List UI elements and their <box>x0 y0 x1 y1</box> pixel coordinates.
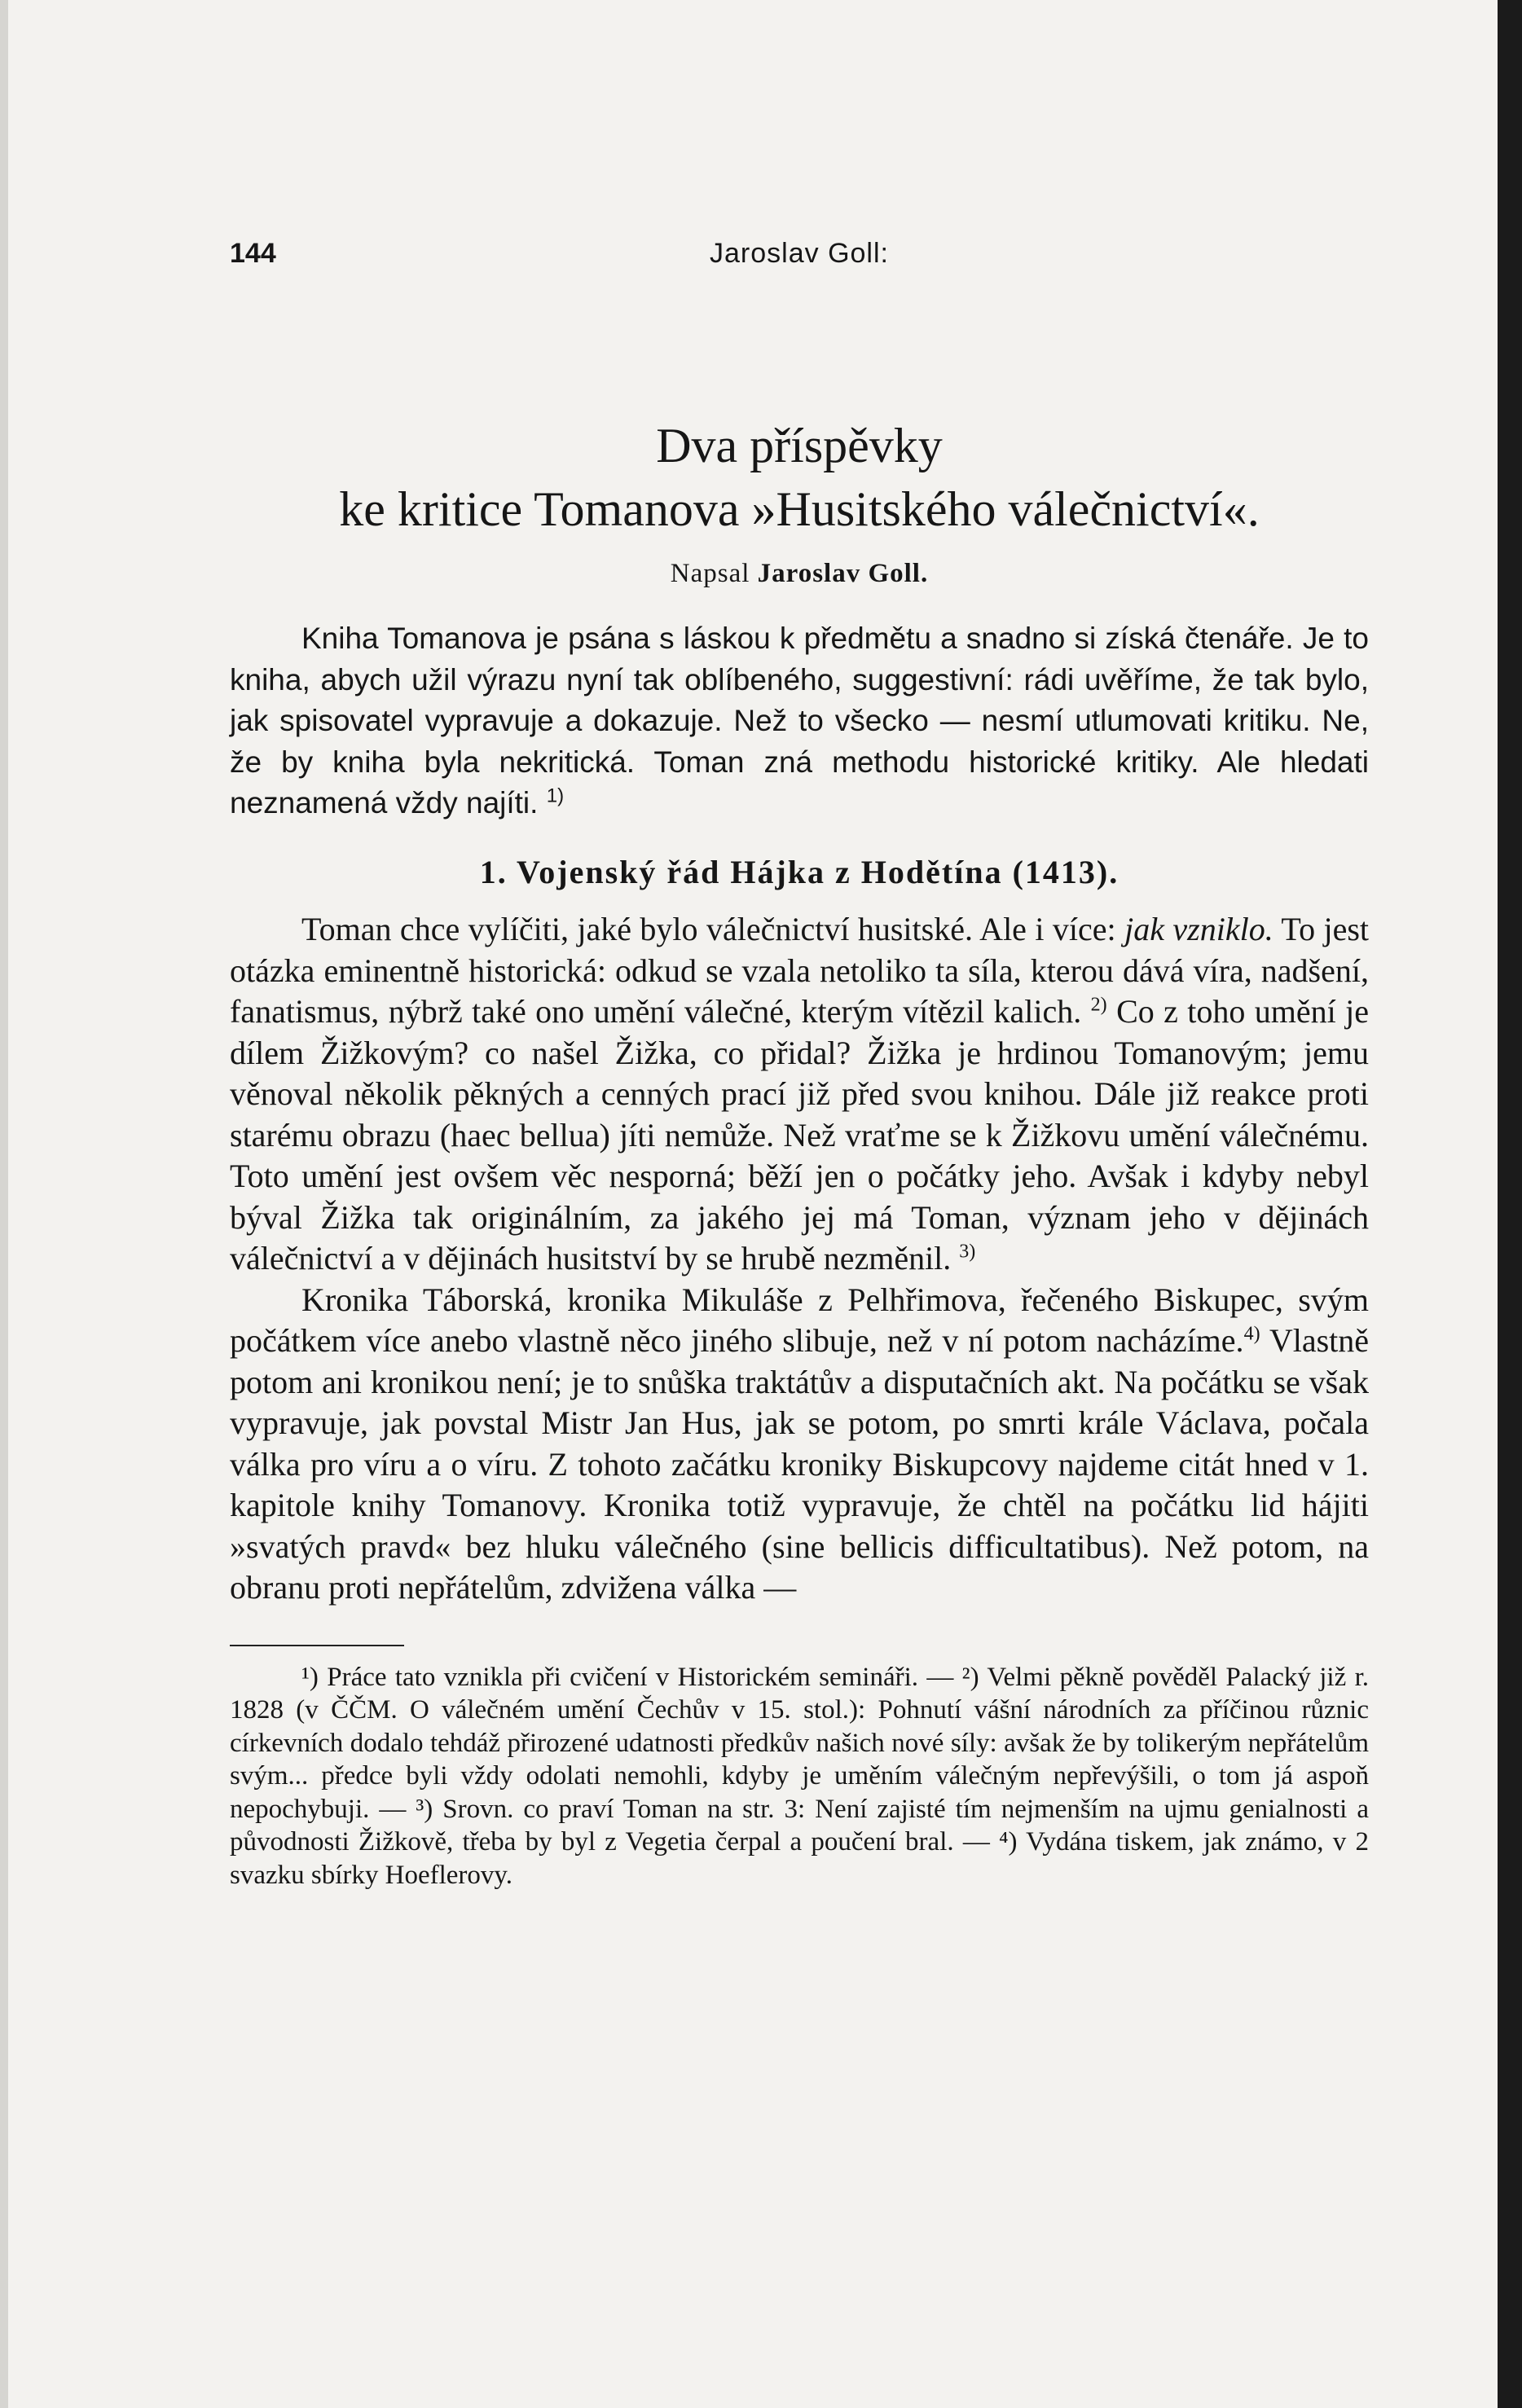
intro-paragraph <box>230 618 1369 824</box>
section-heading: 1. Vojenský řád Hájka z Hodětína (1413). <box>479 853 1120 890</box>
title-line-2: ke kritice Tomanova »Husitského válečnictví«. <box>339 482 1260 536</box>
footnotes <box>230 1661 1369 1892</box>
scan-right-edge <box>1498 0 1522 2408</box>
byline-author: Jaroslav Goll. <box>757 559 929 588</box>
paragraph-1-italic: jak vzniklo. <box>1124 911 1273 947</box>
footnote-ref-4: 4) <box>1243 1323 1260 1345</box>
running-head-author: Jaroslav Goll: <box>710 238 889 269</box>
paragraph-1 <box>230 909 1369 1280</box>
article-title <box>230 414 1369 541</box>
footnotes-text: ¹) Práce tato vznikla při cvičení v Historickém semináři. — ²) Velmi pěkně pověděl Palacký již r. 1828 (v ČČM. O válečném umění Čechův v 15. stol.): Pohnutí vášní národních za příčinou různic církevních dodalo tehdáž přirozené udatnosti předkův našich nové síly: avšak že by tolikerým nepřátelům svým... předce byli vždy odolati nemohli, kdyby je uměním válečným nepřevýšili, o tom já aspoň nepochybuji. — ³) Srovn. co praví Toman na str. 3: Není zajisté tím nejmenším na ujmu genialnosti a původnosti Žižkově, třeba by byl z Vegetia čerpal a poučení bral. — ⁴) Vydána tiskem, jak známo, v 2 svazku sbírky Hoeflerovy. <box>230 1662 1369 1890</box>
footnote-ref-3: 3) <box>959 1241 976 1263</box>
running-head <box>230 238 1369 275</box>
byline-prefix: Napsal <box>670 559 750 588</box>
page-number: 144 <box>230 238 276 269</box>
intro-text: Kniha Tomanova je psána s láskou k předmětu a snadno si získá čtenáře. Je to kniha, abych užil výrazu nyní tak oblíbeného, suggestivní: rádi uvěříme, že tak bylo, jak spisovatel vypravuje a dokazuje. Než to všecko — nesmí utlumovati kritiku. Ne, že by kniha byla nekritická. Toman zná methodu historické kritiky. Ale hledati neznamená vždy najíti. <box>230 622 1369 820</box>
book-page <box>230 238 1369 1892</box>
footnote-ref-2: 2) <box>1090 994 1107 1016</box>
paragraph-2 <box>230 1280 1369 1609</box>
title-line-1: Dva příspěvky <box>656 419 943 472</box>
scan-left-edge <box>0 0 8 2408</box>
paragraph-1-part-2: To jest otázka eminentně historická: odkud se vzala netoliko ta síla, kterou dává víra, nadšení, fanatismus, nýbrž také ono umění válečné, kterým vítězil kalich. <box>230 911 1370 1030</box>
paragraph-1-part-1: Toman chce vylíčiti, jaké bylo válečnictví husitské. Ale i více: <box>301 911 1116 947</box>
footnote-divider <box>230 1645 404 1646</box>
paragraph-2-part-2: Vlastně potom ani kronikou není; je to snůška traktátův a disputačních akt. Na počátku se však vypravuje, jak povstal Mistr Jan Hus, jak se potom, po smrti krále Václava, počala válka pro víru a o víru. Z tohoto začátku kroniky Biskupcovy najdeme citát hned v 1. kapitole knihy Tomanovy. Kronika totiž vypravuje, že chtěl na počátku lid hájiti »svatých pravd« bez hluku válečného (sine bellicis difficultatibus). Než potom, na obranu proti nepřátelům, zdvižena válka — <box>230 1322 1369 1606</box>
footnote-ref-1: 1) <box>546 784 565 807</box>
paragraph-2-part-1: Kronika Táborská, kronika Mikuláše z Pelhřimova, řečeného Biskupec, svým počátkem více anebo vlastně něco jiného slibuje, než v ní potom nacházíme. <box>230 1281 1369 1359</box>
article-body <box>230 618 1369 1609</box>
article-byline <box>230 559 1369 589</box>
paragraph-1-part-3: Co z toho umění je dílem Žižkovým? co našel Žižka, co přidal? Žižka je hrdinou Tomanovým; jemu věnoval několik pěkných a cenných prací již před svou knihou. Dále již reakce proti starému obrazu (haec bellua) jíti nemůže. Než vraťme se k Žižkovu umění válečnému. Toto umění jest ovšem věc nesporná; běží jen o počátky jeho. Avšak i kdyby nebyl býval Žižka tak originálním, za jakého jej má Toman, význam jeho v dějinách válečnictví a v dějinách husitství by se hrubě nezměnil. <box>230 993 1370 1277</box>
